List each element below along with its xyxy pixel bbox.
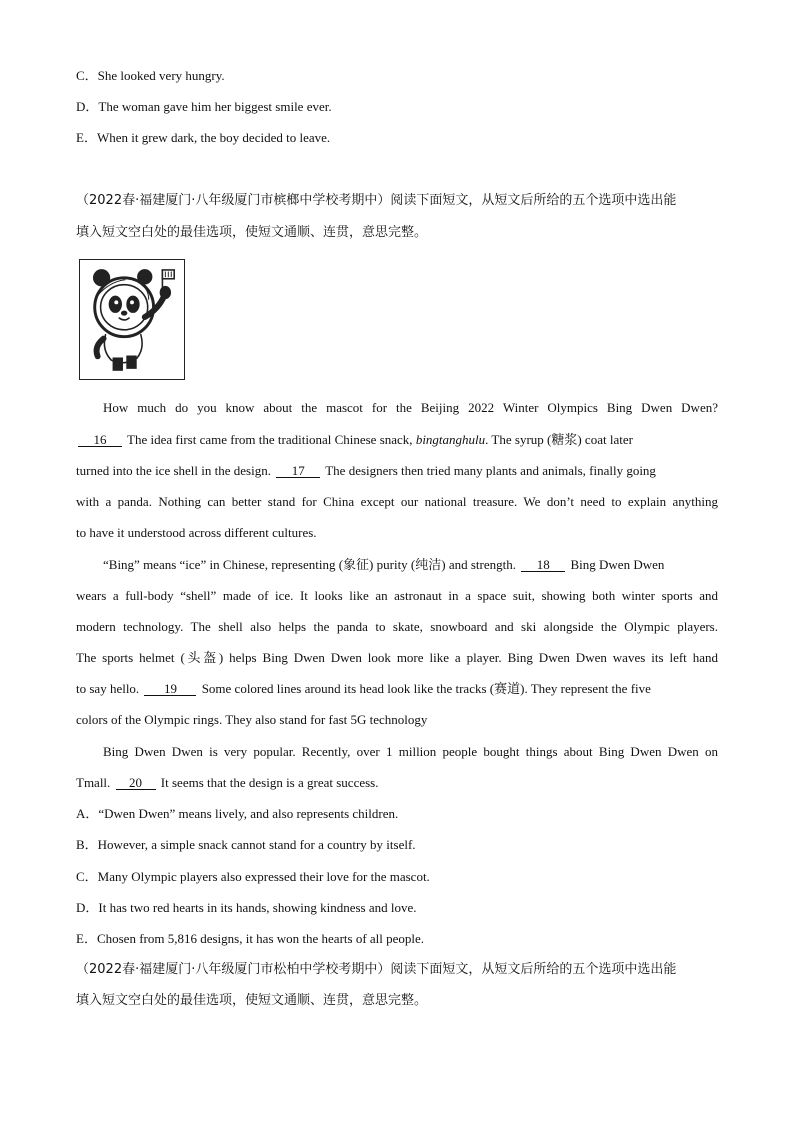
section-header-line1: （2022春·福建厦门·八年级厦门市槟榔中学校考期中）阅读下面短文，从短文后所给的五个选项中选出能 [76, 193, 677, 208]
option-e: E．Chosen from 5,816 designs, it has won the hearts of all people. [76, 931, 425, 946]
text-segment: “Bing” means “ice” in Chinese, representing (象征) purity (纯洁) and strength. [103, 557, 516, 572]
blank-16[interactable]: 16 [78, 433, 122, 447]
blank-19[interactable]: 19 [144, 682, 196, 696]
passage-p2-line3: modern technology. The shell also helps the panda to skate, snowboard and ski alongside the Olympic players. [76, 619, 718, 634]
option-d: D．It has two red hearts in its hands, showing kindness and love. [76, 900, 417, 915]
passage-p3-line2 [76, 775, 718, 791]
passage-p1-line4: with a panda. Nothing can better stand for China except our national treasure. We don’t need to explain anything [76, 494, 718, 509]
panda-mascot-image [79, 259, 185, 380]
passage-p2-line4: The sports helmet (头盔) helps Bing Dwen Dwen look more like a player. Bing Dwen Dwen waves its left hand [76, 650, 718, 665]
passage-p2-line2: wears a full-body “shell” made of ice. It looks like an astronaut in a space suit, showing both winter sports and [76, 588, 718, 603]
passage-p1-line1: How much do you know about the mascot for the Beijing 2022 Winter Olympics Bing Dwen Dwen? [103, 400, 718, 415]
option-c: C．Many Olympic players also expressed their love for the mascot. [76, 869, 430, 884]
passage-p2-line1 [103, 557, 718, 573]
text-segment: It seems that the design is a great success. [160, 775, 379, 790]
text-segment: Bing Dwen Dwen [570, 557, 665, 572]
next-section-header-line1: （2022春·福建厦门·八年级厦门市松柏中学校考期中）阅读下面短文，从短文后所给的五个选项中选出能 [76, 962, 677, 977]
text-segment: turned into the ice shell in the design. [76, 463, 271, 478]
blank-17[interactable]: 17 [276, 464, 320, 478]
passage-p1-line5: to have it understood across different cultures. [76, 525, 317, 540]
option-a: A．“Dwen Dwen” means lively, and also represents children. [76, 806, 399, 821]
blank-20[interactable]: 20 [116, 776, 156, 790]
text-segment: to say hello. [76, 681, 140, 696]
option-b: B．However, a simple snack cannot stand for a country by itself. [76, 837, 416, 852]
italic-word: bingtanghulu [415, 432, 486, 447]
option-d-prev: D．The woman gave him her biggest smile ever. [76, 99, 332, 114]
text-segment: Tmall. [76, 775, 111, 790]
passage-p2-line5 [76, 681, 718, 697]
passage-p2-line6: colors of the Olympic rings. They also stand for fast 5G technology [76, 712, 428, 727]
passage-p1-line2 [76, 432, 718, 448]
text-segment: The designers then tried many plants and animals, finally going [325, 463, 656, 478]
text-segment: Some colored lines around its head look like the tracks (赛道). They represent the five [201, 681, 651, 696]
panda-mascot-illustration [80, 260, 184, 379]
next-section-header-line2: 填入短文空白处的最佳选项，使短文通顺、连贯，意思完整。 [76, 993, 428, 1008]
text-segment: . The syrup (糖浆) coat later [485, 432, 633, 447]
passage-p1-line3 [76, 463, 718, 479]
section-header-line2: 填入短文空白处的最佳选项，使短文通顺、连贯，意思完整。 [76, 225, 428, 240]
option-c-prev: C．She looked very hungry. [76, 68, 225, 83]
text-segment: The idea first came from the traditional Chinese snack, [127, 432, 416, 447]
blank-18[interactable]: 18 [521, 558, 565, 572]
option-e-prev: E．When it grew dark, the boy decided to leave. [76, 130, 331, 145]
passage-p3-line1: Bing Dwen Dwen is very popular. Recently, over 1 million people bought things about Bing Dwen Dwen on [103, 744, 718, 759]
